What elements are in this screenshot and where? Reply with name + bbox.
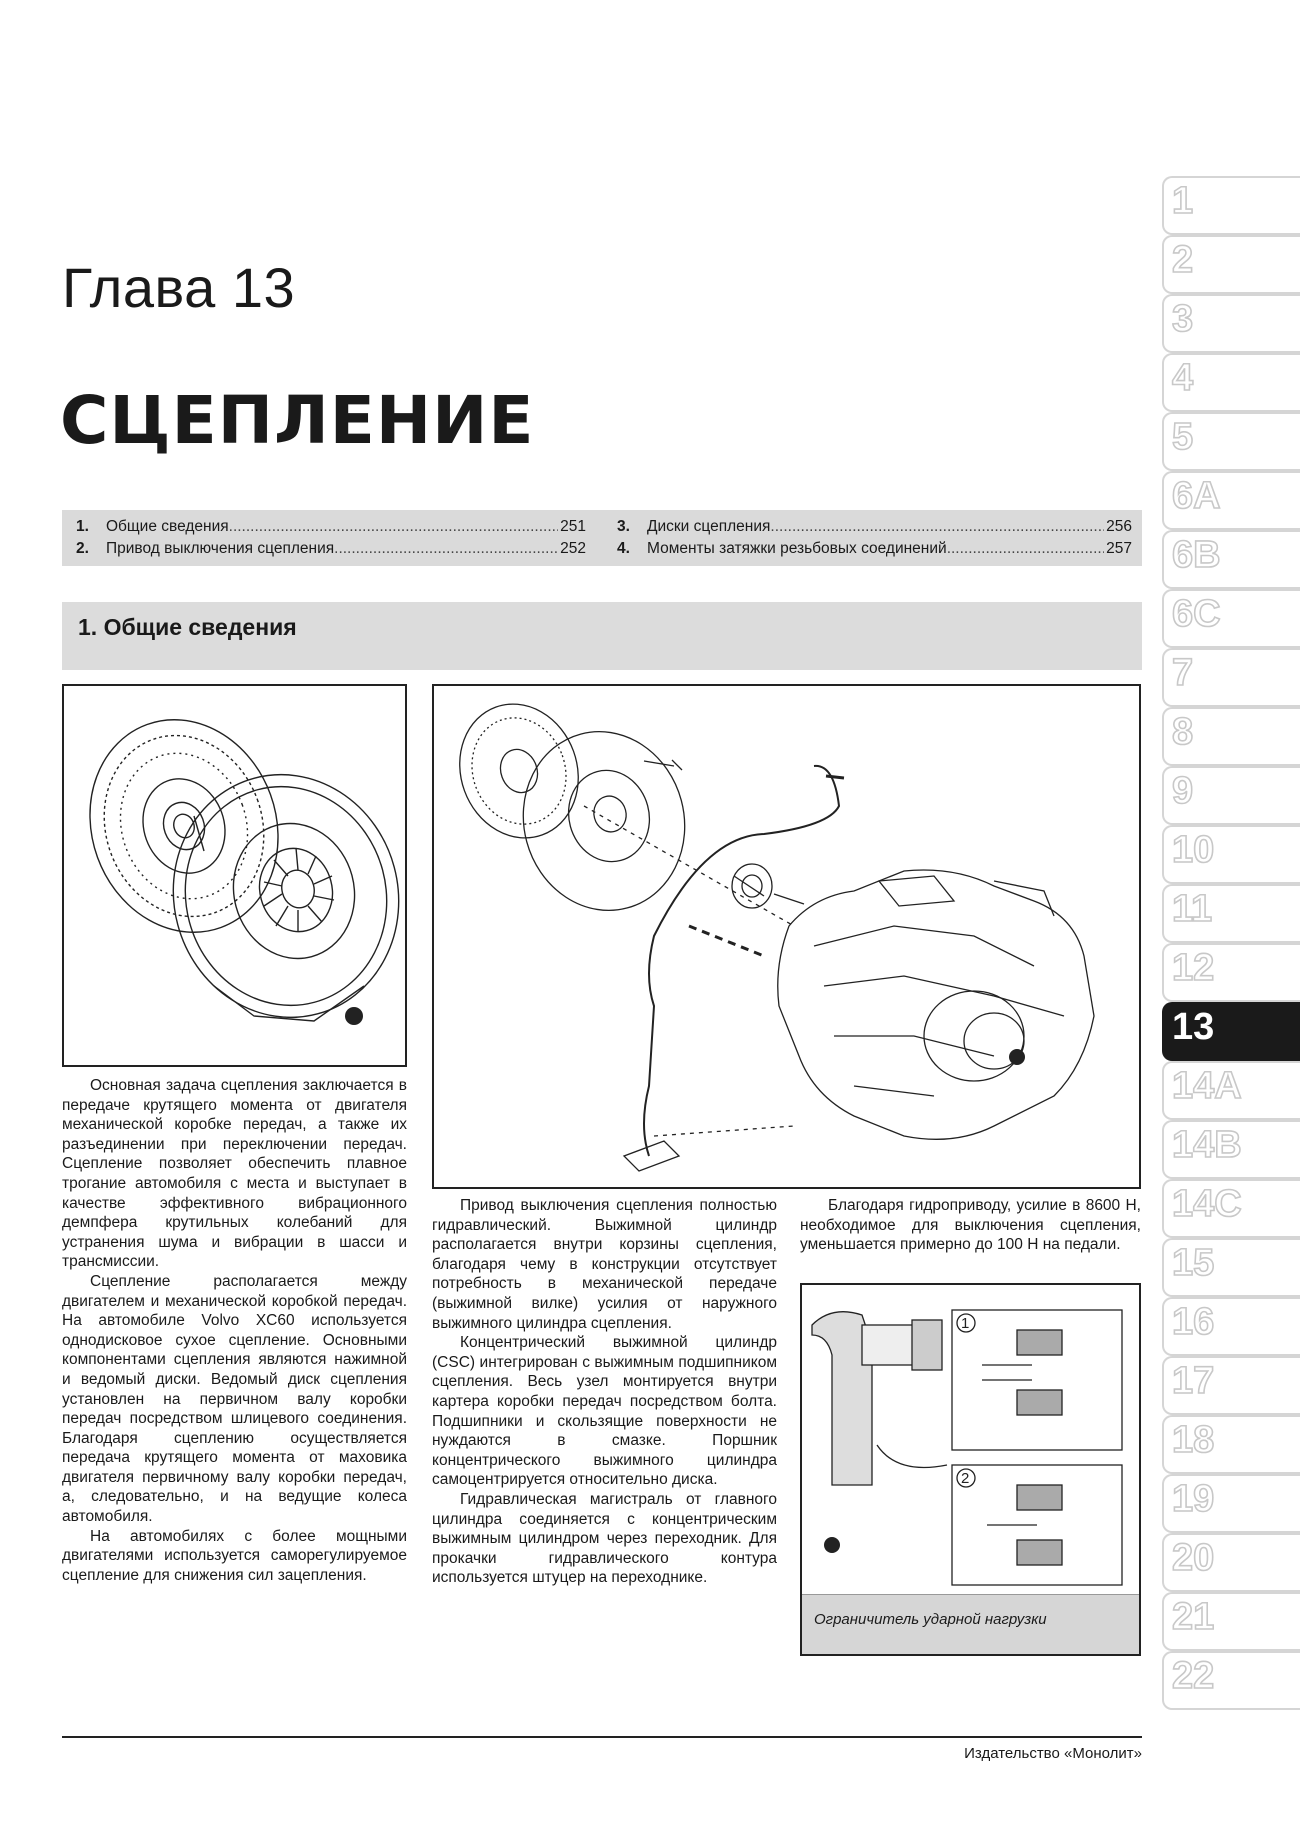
figure-shock-load-limiter [800,1283,1141,1656]
text-column-1 [62,1076,407,1585]
chapter-tab[interactable]: 17 [1162,1356,1300,1415]
toc-item-page: 251 [560,518,586,535]
chapter-tab[interactable]: 9 [1162,766,1300,825]
chapter-tab[interactable]: 11 [1162,884,1300,943]
chapter-tab[interactable]: 6A [1162,471,1300,530]
section-title: 1. Общие сведения [78,614,297,640]
chapter-tab[interactable]: 8 [1162,707,1300,766]
marker-1: 1 [961,1315,970,1332]
footer-publisher: Издательство «Монолит» [964,1745,1142,1762]
toc-item[interactable] [617,516,1132,538]
chapter-tabs [1162,176,1300,1710]
figure-clutch-hydraulic-assembly [432,684,1141,1189]
paragraph: Гидравлическая магистраль от главного цилиндра соединяется с концентрическим выжимным цилиндром через переходник. Для прокачки гидравлического контура используется штуцер на переходнике. [432,1490,777,1587]
figure-clutch-disc-and-pressure-plate [62,684,407,1067]
chapter-tab[interactable]: 12 [1162,943,1300,1002]
paragraph: Привод выключения сцепления полностью гидравлический. Выжимной цилиндр располагается внутри корзины сцепления, благодаря чему в конструкции отсутствует потребность в механической передаче (выжимной вилке) усилия от наружного выжимного цилиндра сцепления. [432,1197,777,1332]
toc-item-number: 3. [617,518,630,535]
chapter-tab[interactable]: 6C [1162,589,1300,648]
chapter-tab[interactable]: 10 [1162,825,1300,884]
chapter-tab[interactable]: 1 [1162,176,1300,235]
paragraph: Основная задача сцепления заключается в передаче крутящего момента от двигателя механической коробке передач, а также их разъединении при переключении передач. Сцепление позволяет обеспечить плавное трогание автомобиля с места и выступает в качестве эффективного вибрационного демпфера крутильных колебаний для устранения шума и вибрации в шасси и трансмиссии. [62,1077,407,1271]
chapter-tab[interactable]: 16 [1162,1297,1300,1356]
toc-item-page: 256 [1106,518,1132,535]
chapter-tab-active[interactable]: 13 [1162,1002,1300,1061]
chapter-tab[interactable]: 20 [1162,1533,1300,1592]
chapter-tab[interactable]: 21 [1162,1592,1300,1651]
toc-leader-dots [947,538,1104,560]
paragraph: На автомобилях с более мощными двигателями используется саморегулируемое сцепление для снижения сил зацепления. [62,1527,407,1584]
toc-item-text: Диски сцепления [647,518,771,535]
clutch-illustration [64,686,405,1065]
figure-caption-box [802,1594,1139,1654]
toc-item-text: Привод выключения сцепления [106,540,335,557]
toc-item-page: 257 [1106,540,1132,557]
chapter-title: СЦЕПЛЕНИЕ [60,382,535,459]
toc-item-page: 252 [560,540,586,557]
chapter-tab[interactable]: 14C [1162,1179,1300,1238]
limiter-illustration [802,1285,1139,1594]
toc-leader-dots [770,516,1104,538]
toc-item-number: 4. [617,540,630,557]
chapter-tab[interactable]: 5 [1162,412,1300,471]
paragraph: Сцепление располагается между двигателем и механической коробкой передач. На автомобиле Volvo XC60 используется однодисковое сухое сцепление. Основными компонентами сцепления являются нажимной и ведомый диски. Ведомый диск сцепления установлен на первичном валу коробки передач посредством шлицевого соединения. Благодаря сцеплению осуществляется передача крутящего момента от маховика двигателя первичному валу коробки передач, а, следовательно, и на ведущие колеса автомобиля. [62,1272,407,1526]
chapter-tab[interactable]: 2 [1162,235,1300,294]
chapter-tab[interactable]: 14A [1162,1061,1300,1120]
toc-item[interactable] [76,538,586,560]
text-column-3 [800,1196,1141,1255]
toc-item[interactable] [76,516,586,538]
chapter-tab[interactable]: 6B [1162,530,1300,589]
toc-leader-dots [229,516,558,538]
toc-item[interactable] [617,538,1132,560]
table-of-contents [62,510,1142,566]
chapter-tab[interactable]: 3 [1162,294,1300,353]
toc-item-number: 2. [76,540,89,557]
chapter-tab[interactable]: 7 [1162,648,1300,707]
toc-item-text: Моменты затяжки резьбовых соединений [647,540,947,557]
toc-item-text: Общие сведения [106,518,229,535]
paragraph: Концентрический выжимной цилиндр (CSC) интегрирован с выжимным подшипником сцепления. Весь узел монтируется внутри картера коробки передач посредством болта. Подшипники и скользящие поверхности не нуждаются в смазке. Поршник концентрического выжимного цилиндра самоцентрируется относительно диска. [432,1334,777,1489]
assembly-illustration [434,686,1139,1187]
figure-caption: Ограничитель ударной нагрузки [814,1611,1047,1628]
toc-leader-dots [334,538,558,560]
chapter-tab[interactable]: 15 [1162,1238,1300,1297]
chapter-tab[interactable]: 19 [1162,1474,1300,1533]
chapter-tab[interactable]: 14B [1162,1120,1300,1179]
paragraph: Благодаря гидроприводу, усилие в 8600 Н, необходимое для выключения сцепления, уменьшается примерно до 100 Н на педали. [800,1197,1141,1254]
toc-item-number: 1. [76,518,89,535]
marker-2: 2 [961,1470,970,1487]
footer-divider [62,1736,1142,1738]
chapter-tab[interactable]: 22 [1162,1651,1300,1710]
text-column-2 [432,1196,777,1588]
chapter-tab[interactable]: 18 [1162,1415,1300,1474]
chapter-tab[interactable]: 4 [1162,353,1300,412]
chapter-label: Глава 13 [62,256,296,319]
